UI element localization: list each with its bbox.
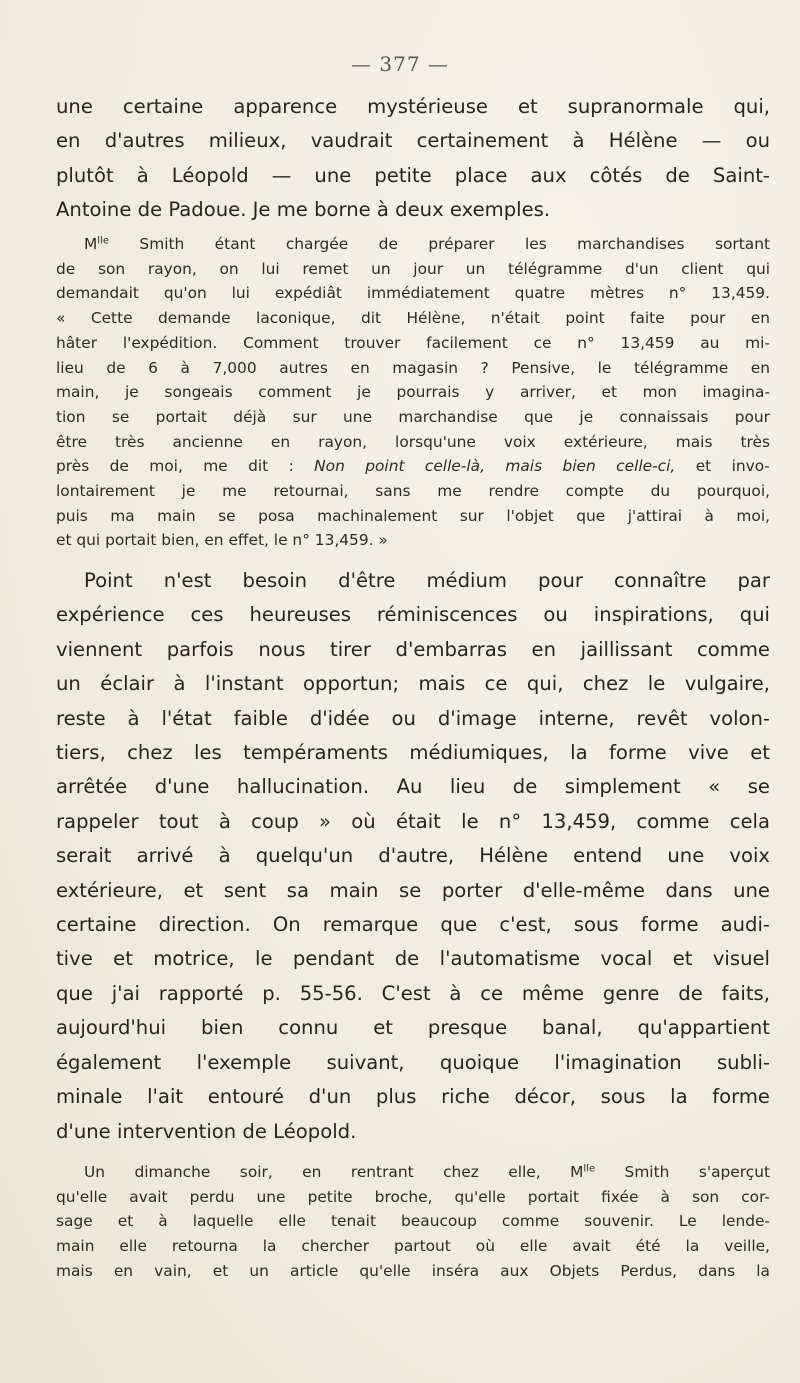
text-line: lontairement je me retournai, sans me rendre compte du pourquoi, xyxy=(56,482,770,501)
text-line: viennent parfois nous tirer d'embarras en jaillissant comme xyxy=(56,637,770,661)
text-line: également l'exemple suivant, quoique l'imagination subli- xyxy=(56,1050,770,1074)
text-line: hâter l'expédition. Comment trouver facilement ce n° 13,459 au mi- xyxy=(56,333,770,352)
text-line: certaine direction. On remarque que c'est, sous forme audi- xyxy=(56,913,770,937)
text-line: une certaine apparence mystérieuse et supranormale qui, xyxy=(56,95,770,118)
text-line: un éclair à l'instant opportun; mais ce qui, chez le vulgaire, xyxy=(56,672,770,696)
text-line: mais en vain, et un article qu'elle inséra aux Objets Perdus, dans la xyxy=(56,1261,770,1280)
text-line: main, je songeais comment je pourrais y arriver, et mon imagina- xyxy=(56,383,770,402)
italic-phrase: Non point celle-là, mais bien celle-ci, xyxy=(314,457,676,476)
text-line: en d'autres milieux, vaudrait certainement à Hélène — ou xyxy=(56,129,770,153)
text-line: rappeler tout à coup » où était le n° 13,459, comme cela xyxy=(56,809,770,833)
text-line: Point n'est besoin d'être médium pour connaître par xyxy=(84,569,770,592)
text-line: $M^{lle}$ Smith étant chargée de préparer les marchandises sortant xyxy=(84,235,770,253)
text-line: tion se portait déjà sur une marchandise que je connaissais pour xyxy=(56,407,770,426)
text-line: plutôt à Léopold — une petite place aux côtés de Saint- xyxy=(56,163,770,187)
text-segment: et invo- xyxy=(675,457,770,476)
text-line: lieu de 6 à 7,000 autres en magasin ? Pensive, le télégramme en xyxy=(56,358,770,377)
text-line: qu'elle avait perdu une petite broche, qu'elle portait fixée à son cor- xyxy=(56,1187,770,1206)
text-line: reste à l'état faible d'idée ou d'image interne, revêt volon- xyxy=(56,706,770,730)
text-line: tiers, chez les tempéraments médiumiques, la forme vive et xyxy=(56,741,770,765)
text-line: tive et motrice, le pendant de l'automatisme vocal et visuel xyxy=(56,947,770,971)
paragraph-main xyxy=(56,564,770,1149)
text-line: d'une intervention de Léopold. xyxy=(56,1119,357,1143)
text-line: sage et à laquelle elle tenait beaucoup comme souvenir. Le lende- xyxy=(56,1212,770,1231)
quote-brooch xyxy=(56,1160,770,1284)
text-line: aujourd'hui bien connu et presque banal, qu'appartient xyxy=(56,1016,770,1040)
text-line: « Cette demande laconique, dit Hélène, n'était point faite pour en xyxy=(56,309,770,328)
text-line: que j'ai rapporté p. 55-56. C'est à ce même genre de faits, xyxy=(56,981,770,1005)
text-line: minale l'ait entouré d'un plus riche décor, sous la forme xyxy=(56,1085,770,1109)
text-line: extérieure, et sent sa main se porter d'elle-même dans une xyxy=(56,878,770,902)
text-line: et qui portait bien, en effet, le n° 13,459. » xyxy=(56,531,388,550)
paragraph-intro xyxy=(56,90,770,228)
page-number: — 377 — xyxy=(351,52,449,76)
quote-telegram xyxy=(56,232,770,553)
text-line: puis ma main se posa machinalement sur l'objet que j'attirai à moi, xyxy=(56,506,770,525)
text-line: main elle retourna la chercher partout où elle avait été la veille, xyxy=(56,1237,770,1256)
text-line: demandait qu'on lui expédiât immédiatement quatre mètres n° 13,459. xyxy=(56,284,770,303)
text-line: Un dimanche soir, en rentrant chez elle, $M^{lle}$ Smith s'aperçut xyxy=(84,1163,770,1181)
text-line-mixed xyxy=(56,454,770,479)
text-line: serait arrivé à quelqu'un d'autre, Hélène entend une voix xyxy=(56,844,770,868)
text-line: être très ancienne en rayon, lorsqu'une voix extérieure, mais très xyxy=(56,432,770,451)
text-line: Antoine de Padoue. Je me borne à deux exemples. xyxy=(56,198,551,222)
text-segment: près de moi, me dit : xyxy=(56,457,315,476)
text-line: de son rayon, on lui remet un jour un télégramme d'un client qui xyxy=(56,259,770,278)
text-line: expérience ces heureuses réminiscences ou inspirations, qui xyxy=(56,603,770,627)
text-line: arrêtée d'une hallucination. Au lieu de simplement « se xyxy=(56,775,770,799)
